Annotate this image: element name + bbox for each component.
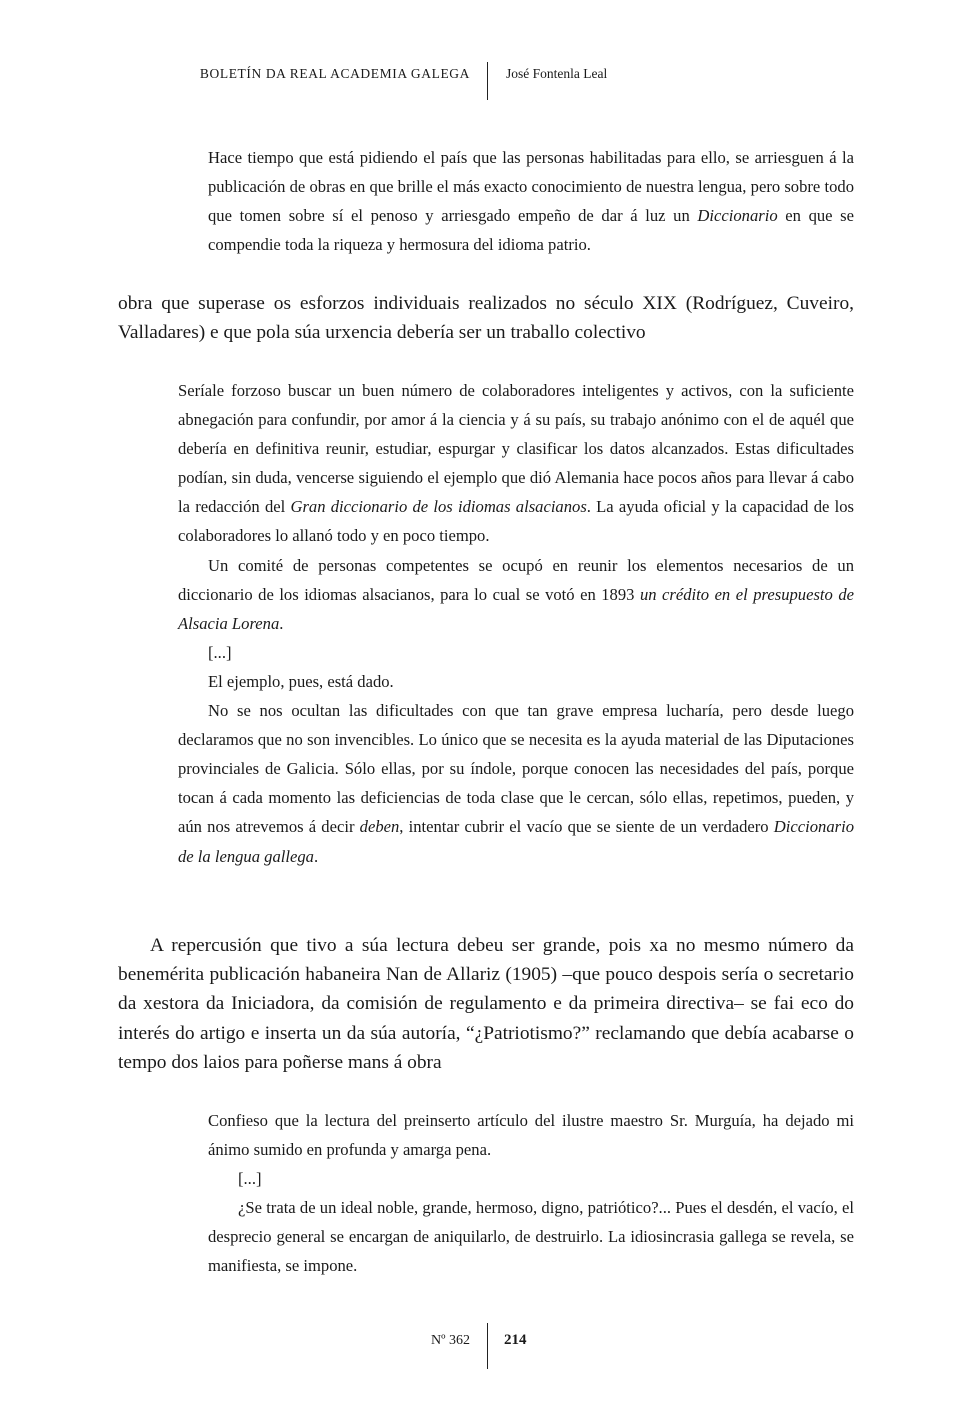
block-quote-1 [208, 143, 854, 259]
quote-paragraph: Hace tiempo que está pidiendo el país que las personas habilitadas para ello, se arriesguen á la publicación de obras en que brille el más exacto conocimiento de nuestra lengua, pero sobre todo que tomen sobre sí el penoso y arriesgado empeño de dar á luz un Diccionario en que se compendie toda la riqueza y hermosura del idioma patrio. [208, 148, 854, 255]
quote-paragraph: Confieso que la lectura del preinserto artículo del ilustre maestro Sr. Murguía, ha dejado mi ánimo sumido en profunda y amarga pena. [208, 1111, 854, 1160]
issue-number: Nº 362 [431, 1333, 470, 1348]
quote-paragraph: ¿Se trata de un ideal noble, grande, hermoso, digno, patriótico?... Pues el desdén, el vacío, el desprecio general se encargan de aniquilarlo, de destruirlo. La idiosincrasia gallega se revela, se manifiesta, se impone. [208, 1198, 854, 1276]
body-paragraph-2: A repercusión que tivo a súa lectura debeu ser grande, pois xa no mesmo número da benemérita publicación habaneira Nan de Allariz (1905) –que pouco despois sería o secretario da xestora da Iniciadora, da comisión de regulamento e da primeira directiva– se fai eco do interés do artigo e inserta un da súa autoría, “¿Patriotismo?” reclamando que debía acabarse o tempo dos laios para poñerse mans á obra [118, 935, 854, 1073]
quote-paragraph: El ejemplo, pues, está dado. [208, 671, 394, 691]
quote-paragraph: Un comité de personas competentes se ocupó en reunir los elementos necesarios de un diccionario de los idiomas alsacianos, para lo cual se votó en 1893 un crédito en el presupuesto de Alsacia Lorena. [178, 555, 854, 633]
article-author: José Fontenla Leal [506, 66, 608, 81]
quote-ellipsis: [...] [238, 1169, 262, 1189]
block-quote-2 [178, 376, 854, 871]
quote-paragraph: No se nos ocultan las dificultades con que tan grave empresa lucharía, pero desde luego declaramos que no son invencibles. Lo único que se necesita es la ayuda material de las Diputaciones provinciales de Galicia. Sólo ellas, por su índole, porque conocen las necesidades del país, porque tocan á cada momento las deficiencias de toda clase que le cercan, sólo ellas, repetimos, pueden, y aún nos atrevemos á decir deben, intentar cubrir el vacío que se siente de un verdadero Diccionario de la lengua gallega. [178, 701, 854, 866]
quote-ellipsis: [...] [208, 642, 232, 662]
quote-paragraph: Seríale forzoso buscar un buen número de colaboradores inteligentes y activos, con la suficiente abnegación para confundir, por amor á la ciencia y á su país, su trabajo anónimo con el de aquél que debería en definitiva reunir, estudiar, espurgar y clasificar los datos alcanzados. Estas dificultades podían, sin duda, vencerse siguiendo el ejemplo que dió Alemania hace pocos años para llevar á cabo la redacción del Gran diccionario de los idiomas alsacianos. La ayuda oficial y la capacidad de los colaboradores lo allanó todo y en poco tiempo. [178, 381, 854, 546]
body-paragraph-1: obra que superase os esforzos individuais realizados no século XIX (Rodríguez, Cuveiro, Valladares) e que pola súa urxencia debería ser un traballo colectivo [118, 293, 854, 344]
running-header [0, 62, 975, 102]
page-footer [0, 1323, 975, 1369]
page-number: 214 [504, 1332, 527, 1348]
header-divider [487, 62, 488, 100]
journal-title: BOLETÍN DA REAL ACADEMIA GALEGA [199, 66, 470, 81]
block-quote-3 [208, 1106, 854, 1281]
footer-divider [487, 1323, 488, 1369]
